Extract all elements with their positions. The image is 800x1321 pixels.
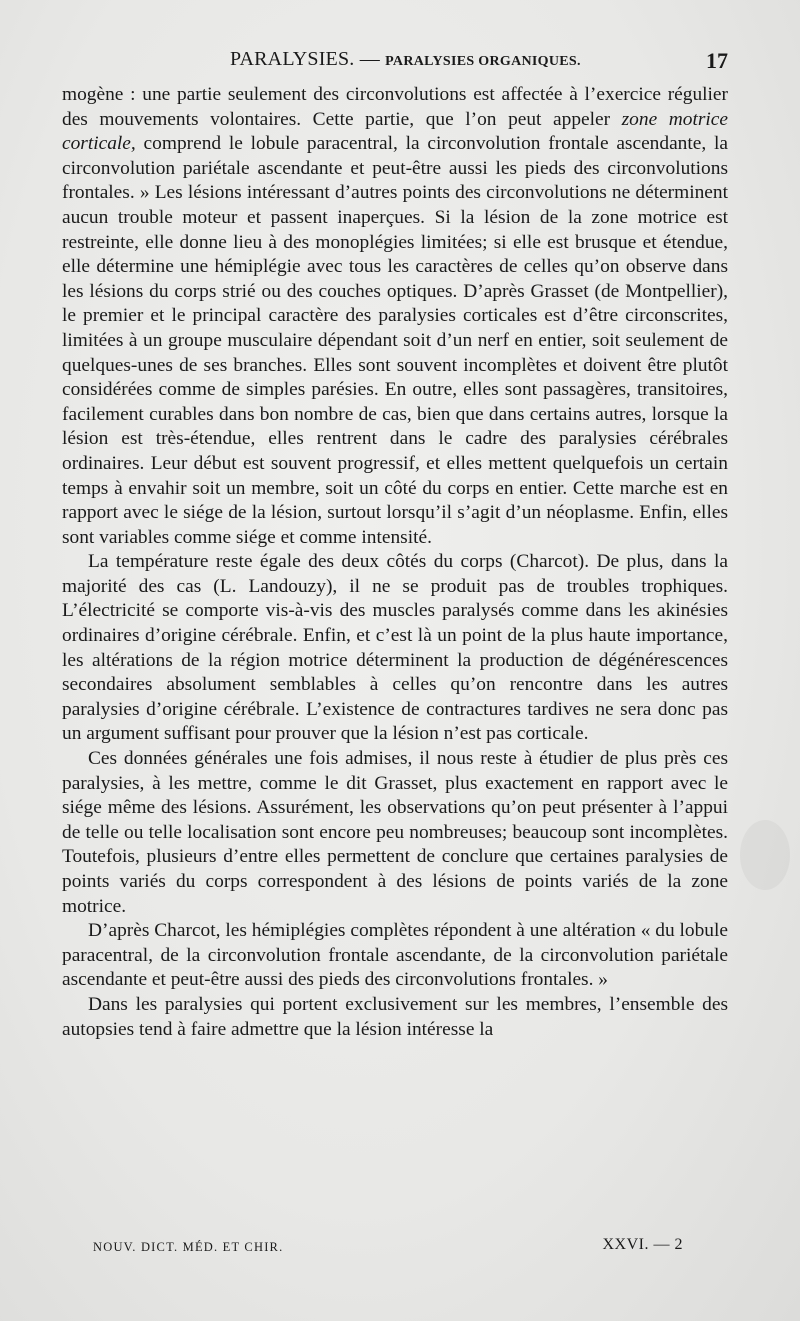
running-title-main: PARALYSIES.: [230, 48, 355, 70]
italic-term: zone motrice corticale,: [62, 108, 728, 155]
paragraph-text: comprend le lobule paracentral, la circonvolution frontale ascendante, la circonvolution pariétale ascendante et peut-être aussi les pieds des circonvolutions frontales. » Les lésions intéressant d’autres points des circonvolutions ne déterminent aucun trouble moteur et passent inaperçues. Si la lésion de la zone motrice est restreinte, elle donne lieu à des monoplégies limitées; si elle est brusque et étendue, elle détermine une hémiplégie avec tous les caractères de celles qu’on observe dans les lésions du corps strié ou des couches optiques. D’après Grasset (de Montpellier), le premier et le principal caractère des paralysies corticales est d’être circonscrites, limitées à un groupe musculaire dépendant soit d’un nerf en entier, soit seulement de quelques-unes de ses branches. Elles sont souvent incomplètes et doivent être plutôt considérées comme de simples parésies. En outre, elles sont passagères, transitoires, facilement curables dans bon nombre de cas, bien que dans certains autres, lorsque la lésion est très-étendue, elles rentrent dans le cadre des paralysies cérébrales ordinaires. Leur début est souvent progressif, et elles mettent quelquefois un certain temps à envahir soit un membre, soit un côté du corps en entier. Cette marche est en rapport avec le siége de la lésion, surtout lorsqu’il s’agit d’un néoplasme. Enfin, elles sont variables comme siége et comme intensité.: [62, 133, 728, 548]
running-header: [62, 48, 728, 78]
paragraph-text: Ces données générales une fois admises, il nous reste à étudier de plus près ces paralysies, à les mettre, comme le dit Grasset, plus exactement en rapport avec le siége même des lésions. Assurément, les observations qu’on peut présenter à l’appui de telle ou telle localisation sont encore peu nombreuses; beaucoup sont incomplètes. Toutefois, plusieurs d’entre elles permettent de conclure que certaines paralysies de points variés du corps correspondent à des lésions de points variés de la zone motrice.: [62, 748, 728, 917]
paragraph: [62, 993, 728, 1042]
footer-sheet-mark: XXVI. — 2: [602, 1236, 683, 1253]
running-title: [230, 48, 581, 71]
running-title-sub: PARALYSIES ORGANIQUES.: [385, 54, 581, 69]
paragraph-text: Dans les paralysies qui portent exclusivement sur les membres, l’ensemble des autopsies tend à faire admettre que la lésion intéresse la: [62, 993, 728, 1040]
paragraph: [62, 919, 728, 993]
paragraph-text: La température reste égale des deux côtés du corps (Charcot). De plus, dans la majorité des cas (L. Landouzy), il ne se produit pas de troubles trophiques. L’électricité se comporte vis-à-vis des muscles paralysés comme dans les akinésies ordinaires d’origine cérébrale. Enfin, et c’est là un point de la plus haute importance, les altérations de la région motrice déterminent la production de dégénérescences secondaires absolument semblables à celles qu’on rencontre dans les autres paralysies d’origine cérébrale. L’existence de contractures tardives ne sera donc pas un argument suffisant pour prouver que la lésion n’est pas corticale.: [62, 551, 728, 745]
page-footer: [93, 1236, 683, 1258]
paragraph-text: mogène : une partie seulement des circonvolutions est affectée à l’exercice régulier des mouvements volontaires. Cette partie, que l’on peut appeler: [62, 84, 728, 130]
paragraph-text: D’après Charcot, les hémiplégies complètes répondent à une altération « du lobule paracentral, de la circonvolution frontale ascendante, de la circonvolution pariétale ascendante et peut-être aussi des pieds des circonvolutions frontales. »: [62, 920, 728, 991]
paragraph: [62, 83, 728, 550]
body-text: [62, 83, 728, 1042]
paper-stain: [740, 820, 790, 890]
paragraph: [62, 747, 728, 919]
footer-signature: NOUV. DICT. MÉD. ET CHIR.: [93, 1240, 284, 1254]
page-number: 17: [706, 48, 728, 73]
paragraph: [62, 550, 728, 747]
running-title-separator: —: [354, 48, 386, 70]
